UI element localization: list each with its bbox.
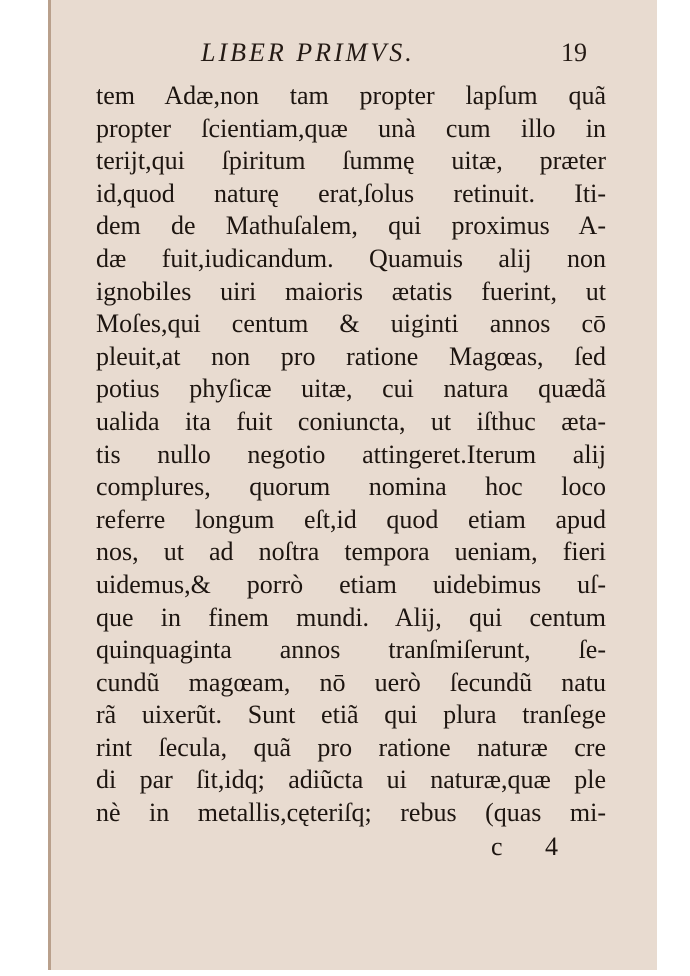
signature-mark: c 4	[491, 832, 577, 861]
running-head: LIBER PRIMVS.	[201, 38, 415, 67]
text-line: quinquaginta annos tranſmiſerunt, ſe-	[96, 635, 606, 665]
text-line: complures, quorum nomina hoc loco	[96, 472, 606, 502]
text-line: dæ fuit,iudicandum. Quamuis alij non	[96, 243, 606, 273]
text-line: nè in metallis,cęteriſq; rebus (quas mi-	[96, 798, 606, 828]
text-line: id,quod naturę erat,ſolus retinuit. Iti-	[96, 178, 606, 208]
page-header	[51, 38, 657, 78]
text-line: pleuit,at non pro ratione Magœas, ſed	[96, 341, 606, 371]
text-line: dem de Mathuſalem, qui proximus A-	[96, 211, 606, 241]
text-line: ignobiles uiri maioris ætatis fuerint, ut	[96, 276, 606, 306]
text-line: que in finem mundi. Alij, qui centum	[96, 602, 606, 632]
body-text	[96, 80, 606, 830]
text-line: potius phyſicæ uitæ, cui natura quædã	[96, 374, 606, 404]
text-line: tem Adæ,non tam propter lapſum quã	[96, 81, 606, 110]
text-line: cundũ magœam, nō uerò ſecundũ natu	[96, 667, 606, 697]
text-line: uidemus,& porrò etiam uidebimus uſ-	[96, 569, 606, 599]
text-line: ualida ita fuit coniuncta, ut iſthuc æta-	[96, 406, 606, 436]
text-line: Moſes,qui centum & uiginti annos cō	[96, 309, 606, 339]
page-number: 19	[561, 38, 587, 67]
text-line: propter ſcientiam,quæ unà cum illo in	[96, 113, 606, 143]
book-page	[48, 0, 657, 970]
text-line: nos, ut ad noſtra tempora ueniam, fieri	[96, 537, 606, 567]
text-line: rint ſecula, quã pro ratione naturæ cre	[96, 732, 606, 762]
text-line: referre longum eſt,id quod etiam apud	[96, 504, 606, 534]
text-line: rã uixerũt. Sunt etiã qui plura tranſege	[96, 700, 606, 730]
text-line: terijt,qui ſpiritum ſummę uitæ, præter	[96, 146, 606, 176]
text-line: tis nullo negotio attingeret.Iterum alij	[96, 439, 606, 469]
text-line: di par ſit,idq; adiũcta ui naturæ,quæ ple	[96, 765, 606, 795]
